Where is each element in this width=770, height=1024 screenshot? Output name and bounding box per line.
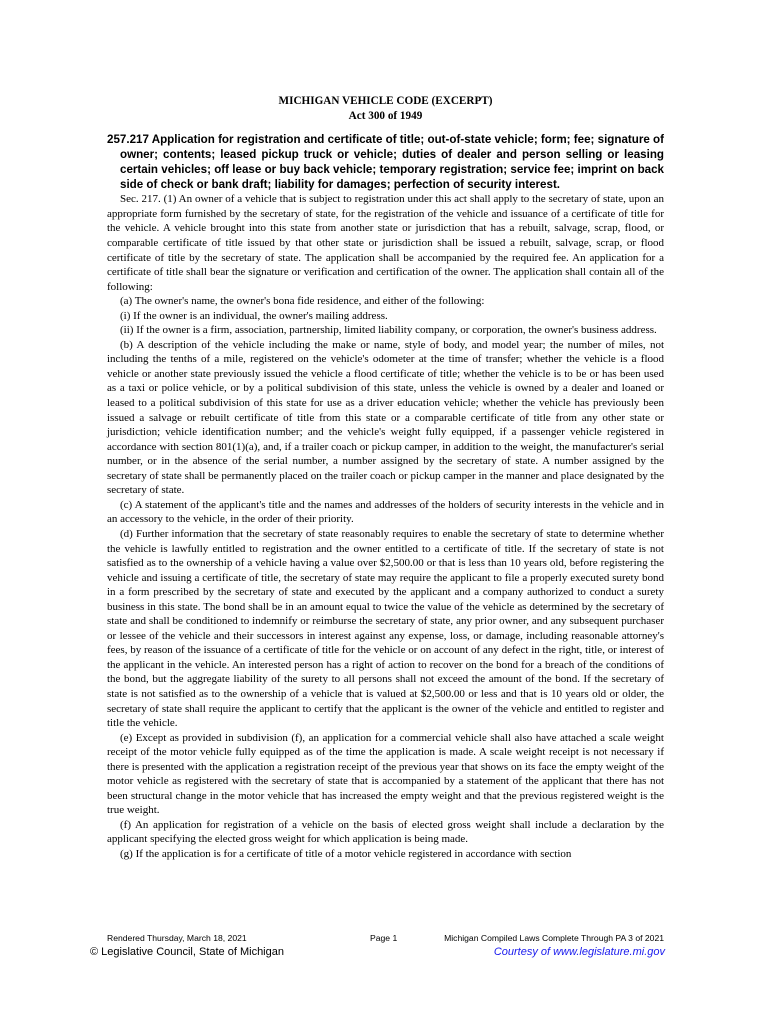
- paragraph: (g) If the application is for a certificate of title of a motor vehicle registered in accordance with section: [120, 847, 572, 860]
- page-footer: [107, 933, 664, 945]
- paragraph: (d) Further information that the secretary of state reasonably requires to enable the secretary of state to determine whether the vehicle is lawfully entitled to registration and the owner entitled to a certificate of title. If the secretary of state is not satisfied as to the ownership of a vehicle having a value over $2,500.00 or that is less than 10 years old, before registering the vehicle and issuing a certificate of title, the secretary of state may require the applicant to file a properly executed surety bond in a form prescribed by the secretary of state and executed by the applicant and a company authorized to conduct a surety business in this state. The bond shall be in an amount equal to twice the value of the vehicle as determined by the secretary of state and shall be conditioned to indemnify or reimburse the secretary of state, any prior owner, and any subsequent purchaser or lessee of the vehicle and their successors in interest against any expense, loss, or damage, including reasonable attorney's fees, by reason of the issuance of a certificate of title for the vehicle or on account of any defect in the right, title, or interest of the applicant in the vehicle. An interested person has a right of action to recover on the bond for a breach of the conditions of the bond, but the aggregate liability of the surety to all persons shall not exceed the amount of the bond. If the secretary of state is not satisfied as to the ownership of a vehicle that is valued at $2,500.00 or less and that is 10 years old or older, the secretary of state shall require the applicant to certify that the applicant is the owner of the vehicle and entitled to register and title the vehicle.: [107, 527, 664, 730]
- credits-line: [90, 946, 665, 960]
- paragraph: (e) Except as provided in subdivision (f), an application for a commercial vehicle shall also have attached a scale weight receipt of the motor vehicle fully equipped as of the time the application is made. A scale weight receipt is not necessary if there is presented with the application a registration receipt of the previous year that shows on its face the empty weight of the motor vehicle as registered with the secretary of state that is accompanied by a statement of the applicant that there has not been structural change in the motor vehicle that has increased the empty weight and that the previous registered weight is the true weight.: [107, 731, 664, 817]
- council-credit: © Legislative Council, State of Michigan: [90, 946, 284, 958]
- paragraph: Sec. 217. (1) An owner of a vehicle that is subject to registration under this act shall apply to the secretary of state, upon an appropriate form furnished by the secretary of state, for the registration of the vehicle and issuance of a certificate of title for the vehicle. A vehicle brought into this state from another state or jurisdiction that has a rebuilt, salvage, scrap, flood, or comparable certificate of title issued by that other state or jurisdiction shall be issued a rebuilt, salvage, scrap, or flood certificate of title by the secretary of state. The application shall be accompanied by the required fee. An application for a certificate of title shall bear the signature or verification and certification of the owner. The application shall contain all of the following:: [107, 193, 664, 293]
- title-line-2: Act 300 of 1949: [348, 109, 423, 122]
- paragraph: (c) A statement of the applicant's title and the names and addresses of the holders of security interests in the vehicle and in an accessory to the vehicle, in the order of their priority.: [107, 498, 664, 526]
- rendered-date: Rendered Thursday, March 18, 2021: [107, 933, 247, 943]
- section-body: [107, 192, 664, 861]
- paragraph: (b) A description of the vehicle including the make or name, style of body, and model year; the number of miles, not including the tenths of a mile, registered on the vehicle's odometer at the time of transfer; whether the vehicle is a flood vehicle or another state previously issued the vehicle a flood certificate of title; whether the vehicle is to be or has been used as a taxi or police vehicle, or by a political subdivision of this state, unless the vehicle is owned by a dealer and loaned or leased to a political subdivision of this state for use as a driver education vehicle; whether the vehicle has previously been issued a salvage or rebuilt certificate of title from this state or a comparable certificate of title from any other state or jurisdiction; vehicle identification number; and the vehicle's weight fully equipped, if a passenger vehicle registered in accordance with section 801(1)(a), and, if a trailer coach or pickup camper, in addition to the weight, the manufacturer's serial number, or in the absence of the serial number, a number assigned by the secretary of state. A number assigned by the secretary of state shall be permanently placed on the trailer coach or pickup camper in the manner and place designated by the secretary of state.: [107, 338, 664, 497]
- paragraph: (ii) If the owner is a firm, association, partnership, limited liability company, or corporation, the owner's business address.: [120, 324, 657, 337]
- document-title: [107, 94, 664, 123]
- document-page: [107, 92, 664, 862]
- courtesy-link[interactable]: Courtesy of www.legislature.mi.gov: [493, 946, 665, 958]
- compiled-through: Michigan Compiled Laws Complete Through PA 3 of 2021: [444, 933, 664, 943]
- paragraph: (i) If the owner is an individual, the owner's mailing address.: [120, 309, 388, 322]
- title-line-1: MICHIGAN VEHICLE CODE (EXCERPT): [278, 95, 493, 107]
- paragraph: (f) An application for registration of a vehicle on the basis of elected gross weight shall include a declaration by the applicant specifying the elected gross weight for which application is being made.: [107, 818, 664, 846]
- section-heading: 257.217 Application for registration and certificate of title; out-of-state vehicle; form; fee; signature of owner; contents; leased pickup truck or vehicle; duties of dealer and person selling or leasing certain vehicles; off lease or buy back vehicle; temporary registration; service fee; imprint on back side of check or bank draft; liability for damages; perfection of security interest.: [107, 133, 664, 191]
- page-number: Page 1: [370, 933, 398, 943]
- paragraph: (a) The owner's name, the owner's bona fide residence, and either of the following:: [120, 295, 485, 308]
